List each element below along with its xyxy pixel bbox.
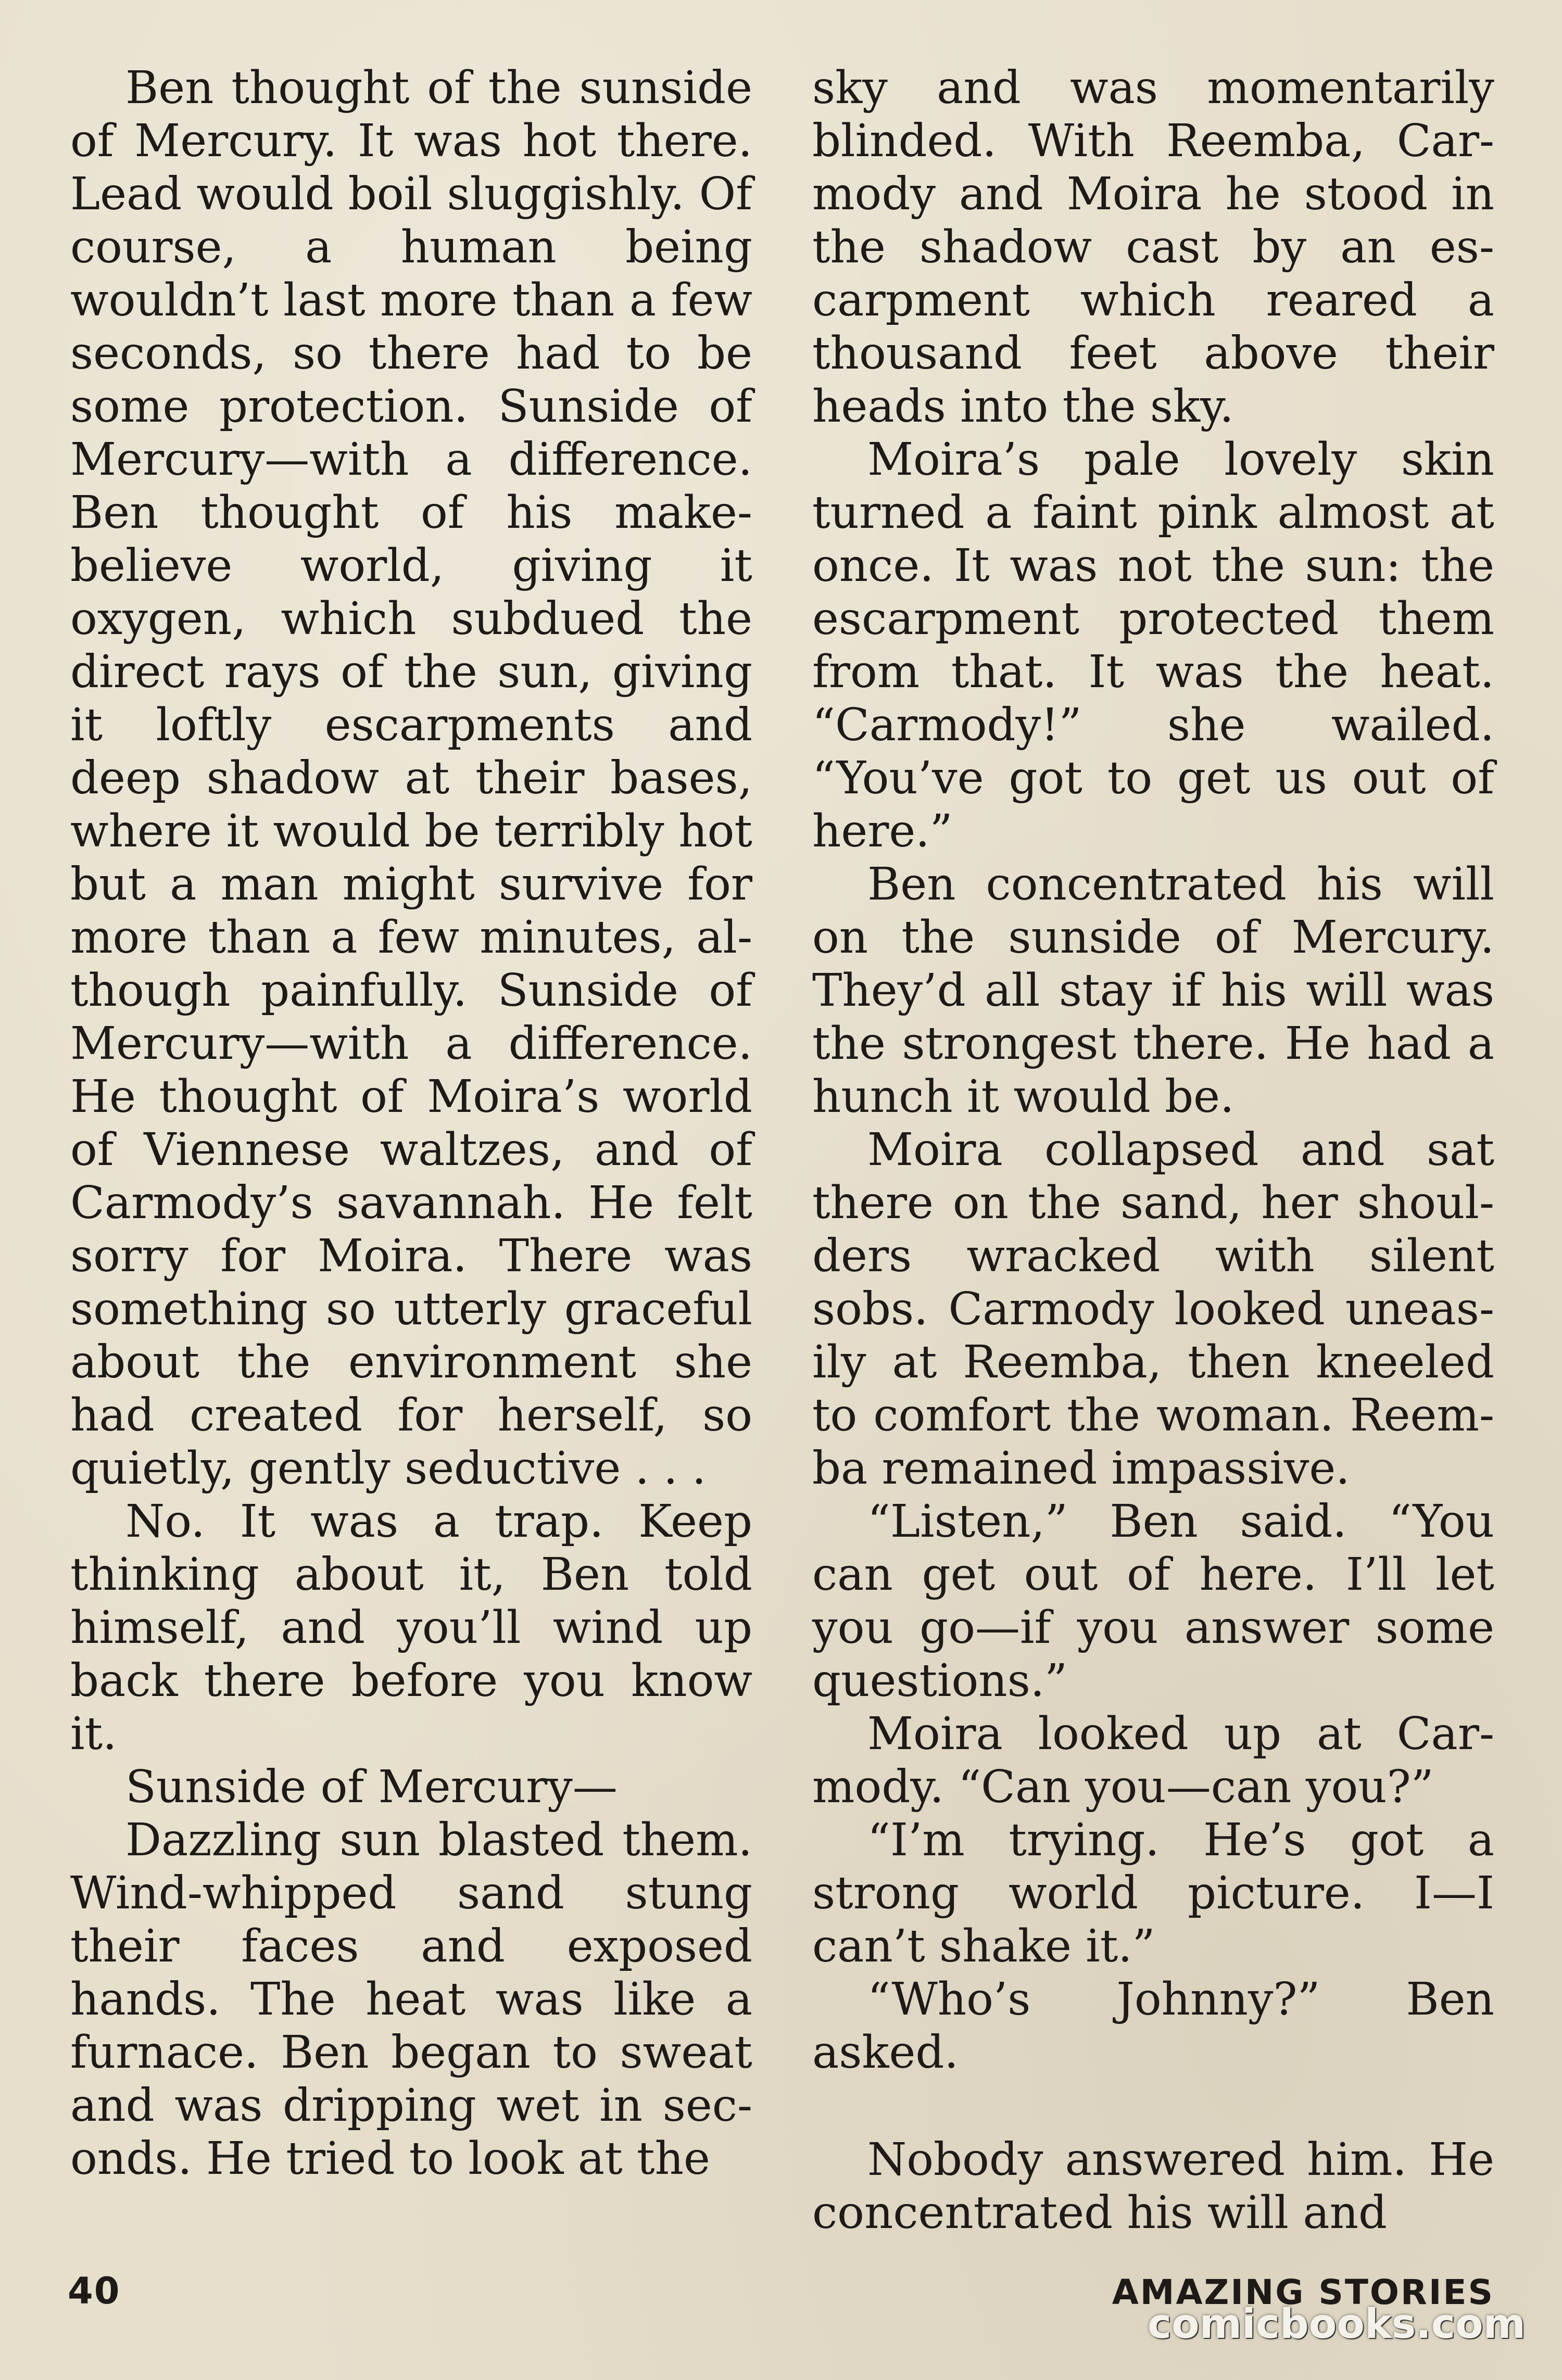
paragraph: Moira collapsed and sat there on the sand, her shoulders wracked with silent sobs. Carmody looked uneasily at Reemba, then kneeled to comfort the woman. Reemba remained impassive. (812, 1124, 1494, 1495)
right-text-column (812, 61, 1494, 2239)
page-number: 40 (68, 2270, 121, 2312)
watermark: comicbooks.com (1147, 2301, 1526, 2348)
paragraph: Sunside of Mercury— (125, 1761, 618, 1813)
paragraph: Dazzling sun blasted them. Wind-whipped sand stung their faces and exposed hands. The heat was like a furnace. Ben began to sweat and was dripping wet in seconds. He tried to look at the (70, 1814, 752, 2185)
paragraph: Ben concentrated his will on the sunside of Mercury. They’d all stay if his will was the strongest there. He had a hunch it would be. (812, 858, 1494, 1123)
magazine-title: AMAZING STORIES (1112, 2272, 1494, 2312)
paragraph: “I’m trying. He’s got a strong world picture. I—I can’t shake it.” (812, 1814, 1494, 1972)
paragraph: Ben thought of the sunside of Mercury. It was hot there. Lead would boil sluggishly. Of course, a human being wouldn’t last more than a few seconds, so there had to be some protection. Sunside of Mercury—with a difference. Ben thought of his make-believe world, giving it oxygen, which subdued the direct rays of the sun, giving it loftly escarpments and deep shadow at their bases, where it would be terribly hot but a man might survive for more than a few minutes, although painfully. Sunside of Mercury—with a difference. He thought of Moira’s world of Viennese waltzes, and of Carmody’s savannah. He felt sorry for Moira. There was something so utterly graceful about the environment she had created for herself, so quietly, gently seductive . . . (70, 62, 752, 1495)
paragraph: “Listen,” Ben said. “You can get out of here. I’ll let you go—if you answer some questions.” (812, 1496, 1494, 1707)
paragraph: sky and was momentarily blinded. With Reemba, Carmody and Moira he stood in the shadow cast by an escarpment which reared a thousand feet above their heads into the sky. (812, 62, 1494, 433)
paragraph: Nobody answered him. He concentrated his will and (812, 2134, 1494, 2239)
paragraph: Moira looked up at Carmody. “Can you—can you?” (812, 1708, 1494, 1813)
paragraph: No. It was a trap. Keep thinking about it, Ben told himself, and you’ll wind up back there before you know it. (70, 1496, 752, 1760)
left-text-column (70, 61, 752, 2185)
paragraph: “Who’s Johnny?” Ben asked. (812, 1973, 1494, 2079)
paragraph: Moira’s pale lovely skin turned a faint pink almost at once. It was not the sun: the escarpment protected them from that. It was the heat. “Carmody!” she wailed. “You’ve got to get us out of here.” (812, 434, 1494, 857)
